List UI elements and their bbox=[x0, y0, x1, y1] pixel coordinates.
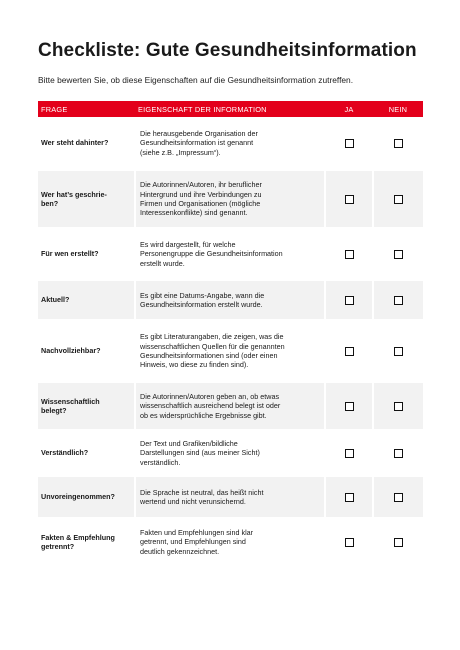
yes-cell bbox=[325, 321, 373, 381]
row-question-line: ben? bbox=[41, 199, 59, 208]
row-question-line: Nachvollziehbar? bbox=[41, 346, 101, 356]
row-question bbox=[38, 229, 135, 279]
no-checkbox[interactable] bbox=[394, 402, 403, 411]
row-description-line: Firmen und Organisationen (mögliche bbox=[140, 199, 261, 208]
row-description-line: Der Text und Grafiken/bildliche bbox=[140, 439, 238, 449]
yes-cell bbox=[325, 229, 373, 279]
no-checkbox[interactable] bbox=[394, 296, 403, 305]
page-title: Checkliste: Gute Gesundheitsinformation bbox=[38, 40, 417, 61]
yes-cell bbox=[325, 171, 373, 227]
table-row bbox=[38, 383, 423, 429]
yes-checkbox[interactable] bbox=[345, 402, 354, 411]
yes-checkbox[interactable] bbox=[345, 493, 354, 502]
row-description-line: Interessenkonflikte) sind genannt. bbox=[140, 208, 248, 218]
row-question-line: Fakten & Empfehlung bbox=[41, 532, 115, 542]
no-cell bbox=[373, 431, 423, 475]
row-description-line: Die herausgebende Organisation der bbox=[140, 129, 258, 139]
yes-checkbox[interactable] bbox=[345, 195, 354, 204]
table-row bbox=[38, 171, 423, 227]
no-checkbox[interactable] bbox=[394, 250, 403, 259]
table-row bbox=[38, 281, 423, 319]
table-row bbox=[38, 229, 423, 279]
row-question bbox=[38, 281, 135, 319]
yes-checkbox[interactable] bbox=[345, 296, 354, 305]
table-row bbox=[38, 477, 423, 517]
row-description bbox=[135, 321, 325, 381]
row-description-line: Darstellungen sind (aus meiner Sicht) bbox=[140, 448, 260, 458]
yes-cell bbox=[325, 117, 373, 169]
row-description-line: wertend und nicht verunsichernd. bbox=[140, 497, 246, 506]
row-question bbox=[38, 321, 135, 381]
no-cell bbox=[373, 321, 423, 381]
header-no: NEIN bbox=[373, 101, 423, 117]
row-description-line: Die Sprache ist neutral, das heißt nicht bbox=[140, 487, 264, 497]
row-description bbox=[135, 477, 325, 517]
row-description-line: verständlich. bbox=[140, 457, 181, 467]
row-description-line: Hintergrund und ihre Verbindungen zu bbox=[140, 189, 262, 199]
no-checkbox[interactable] bbox=[394, 139, 403, 148]
table-row bbox=[38, 117, 423, 169]
no-checkbox[interactable] bbox=[394, 538, 403, 547]
row-question bbox=[38, 117, 135, 169]
row-question bbox=[38, 431, 135, 475]
yes-checkbox[interactable] bbox=[345, 347, 354, 356]
row-question bbox=[38, 477, 135, 517]
no-checkbox[interactable] bbox=[394, 449, 403, 458]
row-description-line: Es gibt eine Datums-Angabe, wann die bbox=[140, 290, 265, 300]
row-question-line: Aktuell? bbox=[41, 295, 70, 305]
no-cell bbox=[373, 477, 423, 517]
no-checkbox[interactable] bbox=[394, 347, 403, 356]
row-description-line: Gesundheitsinformation erstellt wurde. bbox=[140, 300, 263, 309]
row-question-line: Unvoreingenommen? bbox=[41, 492, 115, 502]
table-row bbox=[38, 321, 423, 381]
yes-checkbox[interactable] bbox=[345, 139, 354, 148]
no-cell bbox=[373, 281, 423, 319]
yes-cell bbox=[325, 383, 373, 429]
row-description-line: erstellt wurde. bbox=[140, 258, 185, 268]
no-cell bbox=[373, 519, 423, 565]
header-yes: JA bbox=[325, 101, 373, 117]
row-description bbox=[135, 117, 325, 169]
row-description bbox=[135, 171, 325, 227]
yes-cell bbox=[325, 431, 373, 475]
row-description bbox=[135, 431, 325, 475]
yes-checkbox[interactable] bbox=[345, 250, 354, 259]
no-checkbox[interactable] bbox=[394, 195, 403, 204]
row-description-line: wissenschaftlich ausreichend belegt ist oder bbox=[140, 401, 281, 411]
row-description-line: wissenschaftlichen Quellen für die genannten bbox=[140, 341, 285, 351]
no-cell bbox=[373, 383, 423, 429]
row-description-line: ob es widersprüchliche Ergebnisse gibt. bbox=[140, 410, 267, 420]
row-description-line: Es wird dargestellt, für welche bbox=[140, 240, 236, 250]
page-subtitle: Bitte bewerten Sie, ob diese Eigenschaften auf die Gesundheitsinformation zutreffen. bbox=[38, 75, 354, 85]
row-question bbox=[38, 383, 135, 429]
row-description-line: Fakten und Empfehlungen sind klar bbox=[140, 528, 254, 538]
no-cell bbox=[373, 117, 423, 169]
row-question-line: Wissenschaftlich bbox=[41, 396, 100, 406]
table-header-row bbox=[38, 101, 423, 117]
row-description-line: Personengruppe die Gesundheitsinformation bbox=[140, 249, 283, 259]
no-cell bbox=[373, 171, 423, 227]
row-description-line: Die Autorinnen/Autoren geben an, ob etwas bbox=[140, 392, 280, 402]
row-description-line: Hinweis, wo diese zu finden sind). bbox=[140, 360, 249, 370]
row-description-line: Gesundheitsinformation ist genannt bbox=[140, 138, 254, 148]
row-description-line: deutlich gekennzeichnet. bbox=[140, 546, 220, 556]
table-row bbox=[38, 519, 423, 565]
yes-checkbox[interactable] bbox=[345, 449, 354, 458]
no-cell bbox=[373, 229, 423, 279]
row-question-line: Für wen erstellt? bbox=[41, 249, 99, 259]
checklist-page bbox=[38, 40, 423, 565]
yes-cell bbox=[325, 519, 373, 565]
row-question-line: Verständlich? bbox=[41, 448, 89, 458]
header-property: EIGENSCHAFT DER INFORMATION bbox=[135, 101, 325, 117]
yes-cell bbox=[325, 281, 373, 319]
row-question bbox=[38, 519, 135, 565]
yes-checkbox[interactable] bbox=[345, 538, 354, 547]
row-description-line: Gesundheitsinformationen sind (oder einen bbox=[140, 351, 278, 360]
yes-cell bbox=[325, 477, 373, 517]
no-checkbox[interactable] bbox=[394, 493, 403, 502]
row-question-line: Wer steht dahinter? bbox=[41, 138, 109, 148]
row-question-line: belegt? bbox=[41, 406, 67, 415]
row-description bbox=[135, 281, 325, 319]
row-description-line: getrennt, und Empfehlungen sind bbox=[140, 537, 246, 547]
checklist-table bbox=[38, 101, 423, 565]
row-description bbox=[135, 229, 325, 279]
row-description bbox=[135, 519, 325, 565]
row-description-line: (siehe z.B. „Impressum“). bbox=[140, 147, 221, 157]
row-question bbox=[38, 171, 135, 227]
table-row bbox=[38, 431, 423, 475]
row-question-line: getrennt? bbox=[41, 542, 75, 551]
row-description-line: Die Autorinnen/Autoren, ihr beruflicher bbox=[140, 180, 262, 190]
header-question: FRAGE bbox=[38, 101, 135, 117]
row-question-line: Wer hat’s geschrie- bbox=[41, 189, 107, 199]
table-body bbox=[38, 117, 423, 565]
row-description-line: Es gibt Literaturangaben, die zeigen, was die bbox=[140, 332, 284, 342]
row-description bbox=[135, 383, 325, 429]
